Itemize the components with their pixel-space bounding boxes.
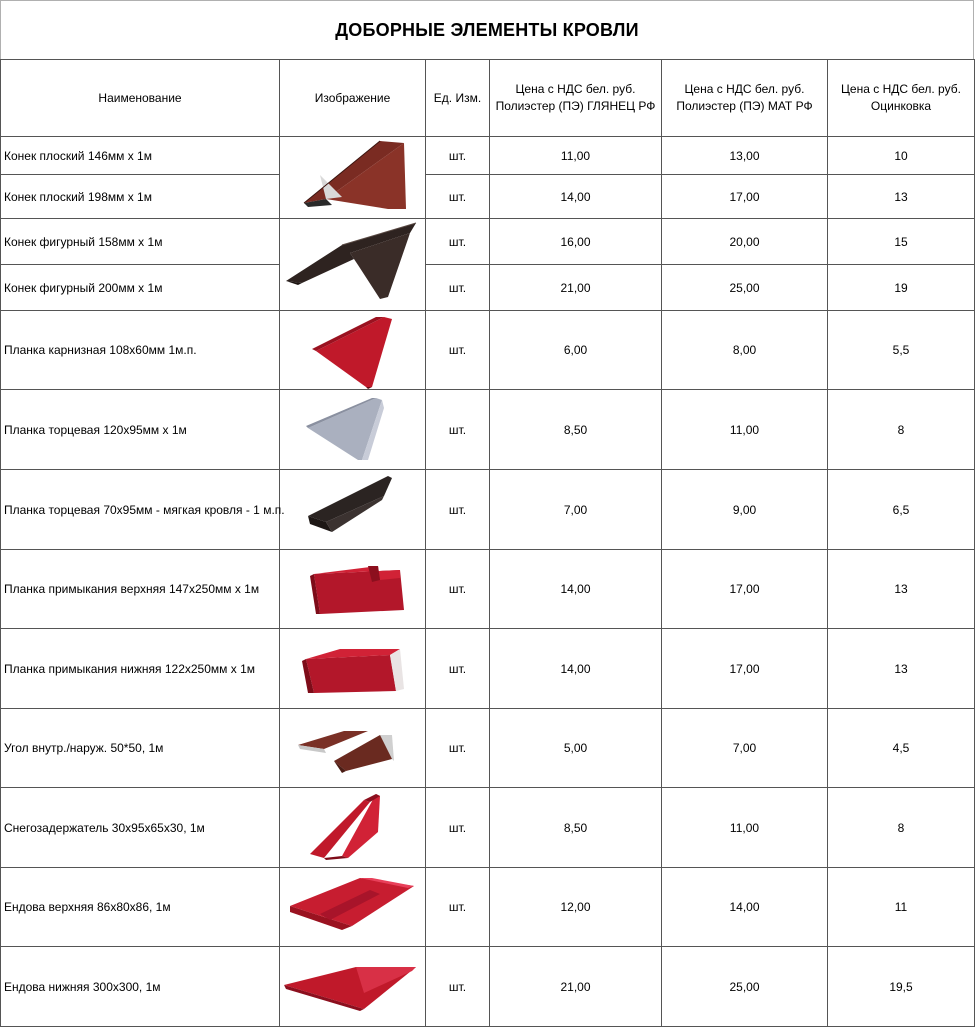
row-name: Планка примыкания нижняя 122х250мм х 1м [1,629,280,709]
eaves-strip-red-image [280,311,426,390]
row-name: Планка примыкания верхняя 147х250мм х 1м [1,550,280,629]
row-price-mat: 8,00 [662,311,828,390]
row-unit: шт. [426,175,490,219]
row-unit: шт. [426,470,490,550]
header-name: Наименование [1,60,280,137]
header-price-gloss-line1: Цена с НДС бел. руб. [515,82,636,96]
row-price-gloss: 7,00 [490,470,662,550]
row-name: Ендова нижняя 300х300, 1м [1,947,280,1027]
row-name: Конек фигурный 200мм х 1м [1,265,280,311]
page-title: ДОБОРНЫЕ ЭЛЕМЕНТЫ КРОВЛИ [0,0,974,60]
row-price-zinc: 4,5 [828,709,975,788]
table-row [1,265,975,311]
header-price-gloss-line2: Полиэстер (ПЭ) ГЛЯНЕЦ РФ [495,99,656,113]
row-name: Ендова верхняя 86х80х86, 1м [1,868,280,947]
row-unit: шт. [426,137,490,175]
row-price-gloss: 16,00 [490,219,662,265]
gable-strip-grey-image [280,390,426,470]
row-price-mat: 13,00 [662,137,828,175]
row-price-zinc: 13 [828,550,975,629]
table-row [1,947,975,1027]
row-price-mat: 17,00 [662,175,828,219]
table-row [1,137,975,175]
row-name: Планка карнизная 108х60мм 1м.п. [1,311,280,390]
row-price-mat: 11,00 [662,390,828,470]
header-price-gloss [490,60,662,137]
row-unit: шт. [426,550,490,629]
header-price-zinc-line2: Оцинковка [870,99,932,113]
snow-guard-red-image [280,788,426,868]
row-price-mat: 25,00 [662,947,828,1027]
row-unit: шт. [426,265,490,311]
row-name: Конек фигурный 158мм х 1м [1,219,280,265]
header-price-mat [662,60,828,137]
row-name: Конек плоский 146мм х 1м [1,137,280,175]
row-price-gloss: 14,00 [490,629,662,709]
row-price-gloss: 21,00 [490,265,662,311]
corner-brown-image [280,709,426,788]
row-price-zinc: 6,5 [828,470,975,550]
table-row [1,175,975,219]
row-price-zinc: 11 [828,868,975,947]
row-price-zinc: 5,5 [828,311,975,390]
row-unit: шт. [426,947,490,1027]
row-price-mat: 20,00 [662,219,828,265]
row-price-mat: 11,00 [662,788,828,868]
table-row [1,629,975,709]
row-unit: шт. [426,390,490,470]
header-price-mat-line2: Полиэстер (ПЭ) МАТ РФ [676,99,813,113]
row-price-gloss: 6,00 [490,311,662,390]
valley-lower-red-image [280,947,426,1027]
table-header-row [1,60,975,137]
table-row [1,550,975,629]
price-table [0,59,975,1027]
row-price-mat: 14,00 [662,868,828,947]
row-price-mat: 7,00 [662,709,828,788]
abutment-strip-lower-red-image [280,629,426,709]
row-price-gloss: 14,00 [490,175,662,219]
abutment-strip-upper-red-image [280,550,426,629]
ridge-shaped-dark-image [280,219,426,311]
row-unit: шт. [426,709,490,788]
row-price-zinc: 8 [828,788,975,868]
row-name: Снегозадержатель 30х95х65х30, 1м [1,788,280,868]
row-unit: шт. [426,629,490,709]
header-image: Изображение [280,60,426,137]
table-row [1,709,975,788]
table-row [1,311,975,390]
row-price-zinc: 13 [828,629,975,709]
row-price-zinc: 19 [828,265,975,311]
row-price-mat: 17,00 [662,629,828,709]
table-row [1,390,975,470]
row-name: Конек плоский 198мм х 1м [1,175,280,219]
table-row [1,788,975,868]
row-unit: шт. [426,219,490,265]
row-price-gloss: 14,00 [490,550,662,629]
row-price-mat: 25,00 [662,265,828,311]
row-price-gloss: 8,50 [490,788,662,868]
row-unit: шт. [426,311,490,390]
row-price-zinc: 13 [828,175,975,219]
row-unit: шт. [426,868,490,947]
row-unit: шт. [426,788,490,868]
row-price-zinc: 15 [828,219,975,265]
row-price-zinc: 10 [828,137,975,175]
row-price-gloss: 5,00 [490,709,662,788]
row-price-gloss: 12,00 [490,868,662,947]
row-name: Угол внутр./наруж. 50*50, 1м [1,709,280,788]
row-name: Планка торцевая 120х95мм х 1м [1,390,280,470]
row-price-gloss: 21,00 [490,947,662,1027]
header-price-mat-line1: Цена с НДС бел. руб. [684,82,805,96]
row-price-gloss: 8,50 [490,390,662,470]
header-unit: Ед. Изм. [426,60,490,137]
row-price-mat: 9,00 [662,470,828,550]
header-price-zinc-line1: Цена с НДС бел. руб. [841,82,961,96]
header-price-zinc [828,60,975,137]
table-row [1,219,975,265]
row-name: Планка торцевая 70х95мм - мягкая кровля - 1 м.п. [1,470,280,550]
table-row [1,868,975,947]
table-row [1,470,975,550]
row-price-zinc: 19,5 [828,947,975,1027]
gable-strip-soft-roof-dark-image [280,470,426,550]
row-price-zinc: 8 [828,390,975,470]
ridge-flat-brown-image [280,137,426,219]
row-price-mat: 17,00 [662,550,828,629]
row-price-gloss: 11,00 [490,137,662,175]
valley-upper-red-image [280,868,426,947]
